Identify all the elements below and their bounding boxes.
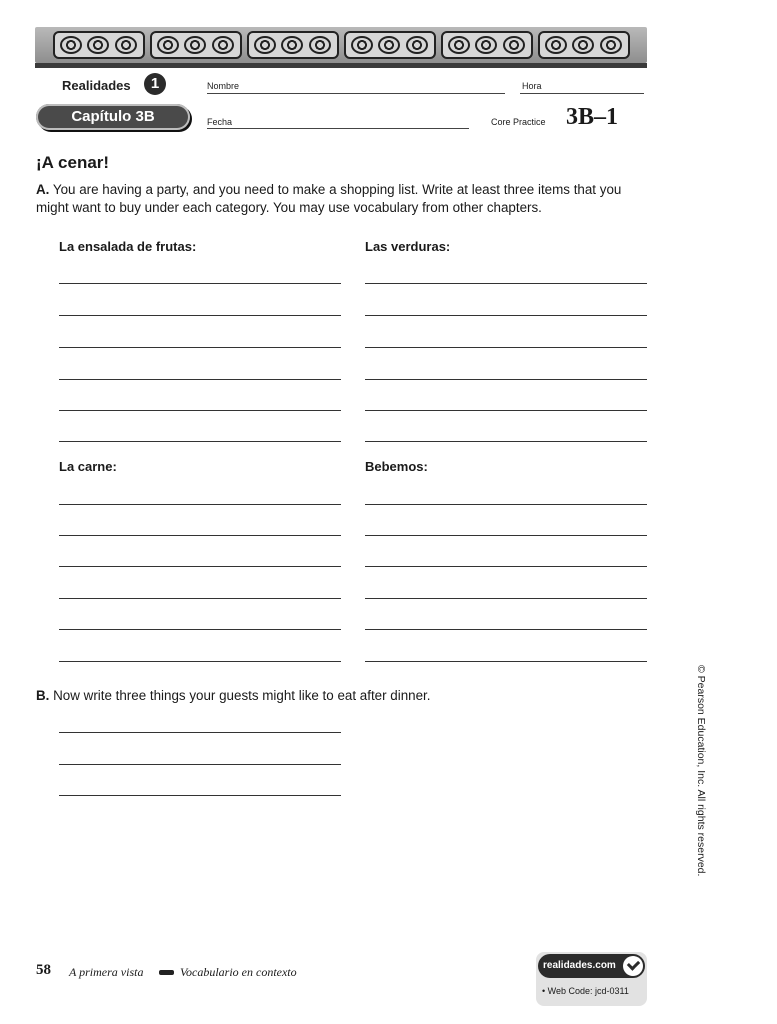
page-number: 58 [36,962,51,978]
part-a-instructions [36,181,652,217]
answer-line[interactable] [59,347,341,348]
check-circle-icon [623,956,643,976]
answer-line[interactable] [365,566,647,567]
answer-line[interactable] [59,598,341,599]
category-fruit-salad: La ensalada de frutas: [59,239,197,254]
core-practice-number: 3B–1 [566,104,619,130]
chapter-badge: Capítulo 3B [36,104,190,130]
website-link[interactable]: realidades.com [538,954,645,978]
spiral-pattern-icon [150,31,242,59]
nombre-label: Nombre [207,81,240,91]
answer-line[interactable] [365,535,647,536]
answer-line[interactable] [59,535,341,536]
level-badge: 1 [144,73,166,95]
answer-line[interactable] [365,629,647,630]
answer-line[interactable] [365,283,647,284]
spiral-pattern-icon [53,31,145,59]
web-code: • Web Code: jcd-0311 [542,986,629,996]
answer-line[interactable] [59,379,341,380]
core-practice-label: Core Practice [491,117,546,127]
banner-underline [35,63,647,68]
answer-line[interactable] [59,504,341,505]
answer-line[interactable] [59,764,341,765]
spiral-pattern-icon [441,31,533,59]
fecha-field[interactable] [207,128,469,129]
answer-line[interactable] [59,441,341,442]
answer-line[interactable] [365,347,647,348]
spiral-pattern-icon [344,31,436,59]
hora-field[interactable] [520,93,644,94]
category-drinks: Bebemos: [365,459,428,474]
spiral-pattern-icon [247,31,339,59]
series-title: Realidades [62,78,131,93]
answer-line[interactable] [59,315,341,316]
activity-title: ¡A cenar! [36,153,110,172]
nombre-field[interactable] [207,93,505,94]
answer-line[interactable] [59,410,341,411]
answer-line[interactable] [365,661,647,662]
part-b-text: Now write three things your guests might like to eat after dinner. [53,688,431,703]
part-a-text: You are having a party, and you need to make a shopping list. Write at least three items that you might want to buy under each category. You may use vocabulary from other chapters. [36,182,622,215]
category-vegetables: Las verduras: [365,239,451,254]
answer-line[interactable] [365,315,647,316]
footer-separator [159,970,174,975]
answer-line[interactable] [59,795,341,796]
answer-line[interactable] [59,661,341,662]
fecha-label: Fecha [207,117,233,127]
answer-line[interactable] [59,283,341,284]
part-a-letter: A. [36,182,50,197]
answer-line[interactable] [365,598,647,599]
answer-line[interactable] [365,379,647,380]
part-b-letter: B. [36,688,50,703]
footer-subsection: Vocabulario en contexto [180,965,297,979]
decorative-banner [35,27,647,63]
answer-line[interactable] [365,410,647,411]
part-b-instructions [36,687,652,705]
answer-line[interactable] [365,441,647,442]
answer-line[interactable] [365,504,647,505]
answer-line[interactable] [59,566,341,567]
answer-line[interactable] [59,629,341,630]
hora-label: Hora [522,81,542,91]
footer-section: A primera vista [69,965,144,979]
copyright-notice: © Pearson Education, Inc. All rights reserved. [695,665,707,877]
spiral-pattern-icon [538,31,630,59]
category-meat: La carne: [59,459,117,474]
answer-line[interactable] [59,732,341,733]
